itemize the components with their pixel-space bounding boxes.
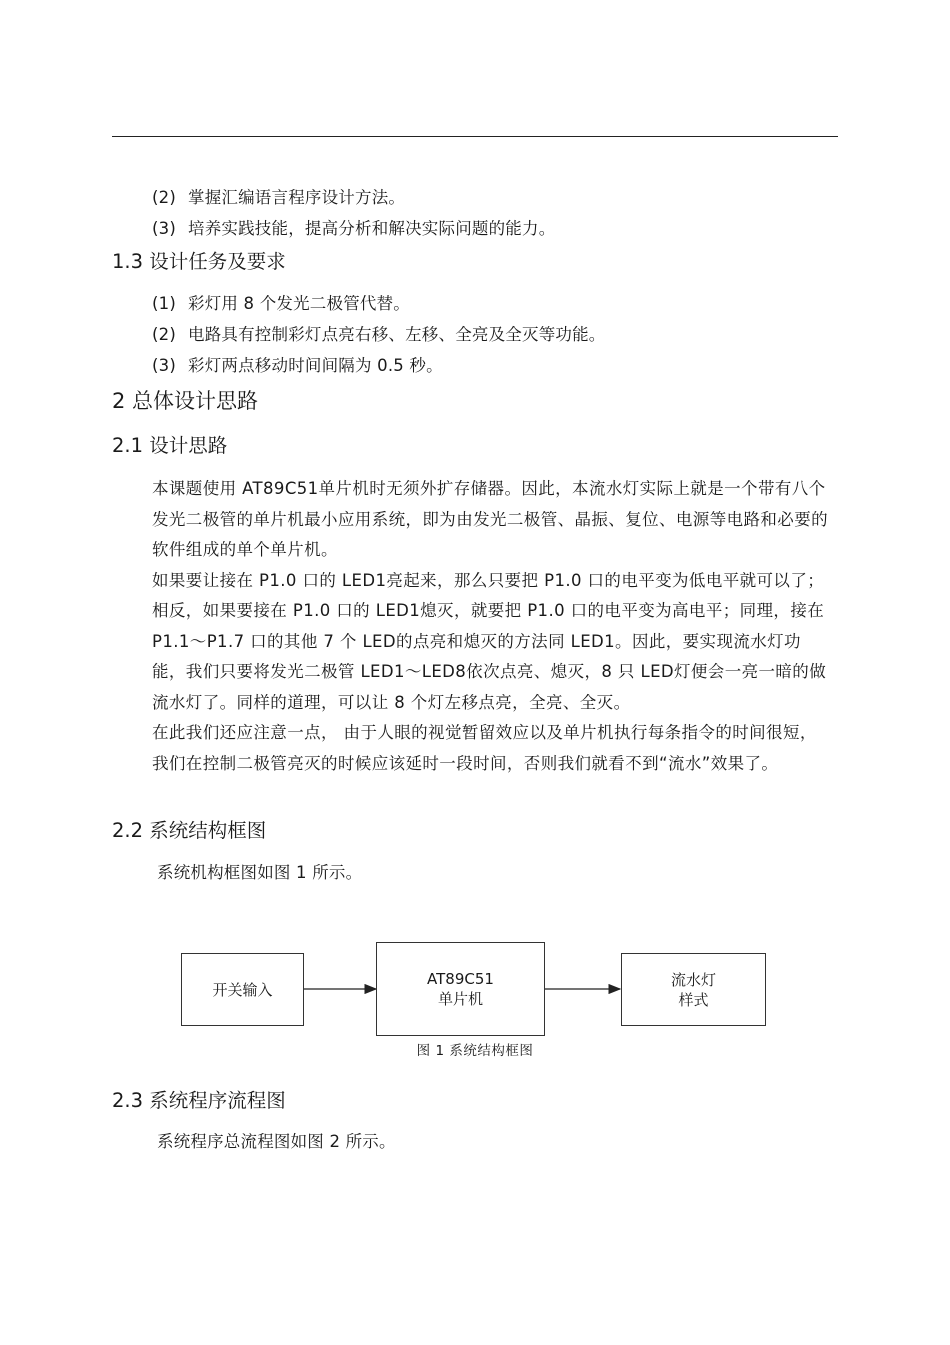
section-2-3-heading: 2.3 系统程序流程图 [112,1089,286,1112]
switch-input-box: 开关输入 [181,953,304,1026]
objective-item: (2) 掌握汇编语言程序设计方法。 [152,188,406,207]
led-pattern-box: 流水灯 样式 [621,953,766,1026]
paragraph: 在此我们还应注意一点， 由于人眼的视觉暂留效应以及单片机执行每条指令的时间很短，我们在控制二极管亮灭的时候应该延时一段时间，否则我们就看不到“流水”效果了。 [152,723,817,773]
objective-item: (3) 培养实践技能，提高分析和解决实际问题的能力。 [152,219,556,238]
figure-2-intro: 系统程序总流程图如图 2 所示。 [157,1132,396,1151]
figure-1-caption: 图 1 系统结构框图 [416,1043,534,1059]
section-2-heading: 2 总体设计思路 [112,389,259,413]
requirement-item: (1) 彩灯用 8 个发光二极管代替。 [152,294,410,313]
section-2-1-heading: 2.1 设计思路 [112,434,228,457]
section-1-3-heading: 1.3 设计任务及要求 [112,250,286,273]
section-2-2-heading: 2.2 系统结构框图 [112,819,267,842]
paragraph: 如果要让接在 P1.0 口的 LED1亮起来，那么只要把 P1.0 口的电平变为低电平就可以了；相反，如果要接在 P1.0 口的 LED1熄灭，就要把 P1.0 口的电平变为高电平；同理，接在 P1.1～P1.7 口的其他 7 个 LED的点亮和熄灭的方法同 LED1。因此，要实现流水灯功能，我们只要将发光二极管 LED1～LED8依次点亮、熄灭，8 只 LED灯便会一亮一暗的做流水灯了。同样的道理，可以让 8 个灯左移点亮，全亮、全灭。 [152,570,827,712]
requirement-item: (2) 电路具有控制彩灯点亮右移、左移、全亮及全灭等功能。 [152,325,606,344]
figure-1-intro: 系统机构框图如图 1 所示。 [157,863,363,882]
paragraph: 本课题使用 AT89C51单片机时无须外扩存储器。因此，本流水灯实际上就是一个带有八个发光二极管的单片机最小应用系统，即为由发光二极管、晶振、复位、电源等电路和必要的软件组成的单个单片机。 [152,479,828,559]
requirement-item: (3) 彩灯两点移动时间间隔为 0.5 秒。 [152,356,443,375]
mcu-box: AT89C51 单片机 [376,942,545,1036]
